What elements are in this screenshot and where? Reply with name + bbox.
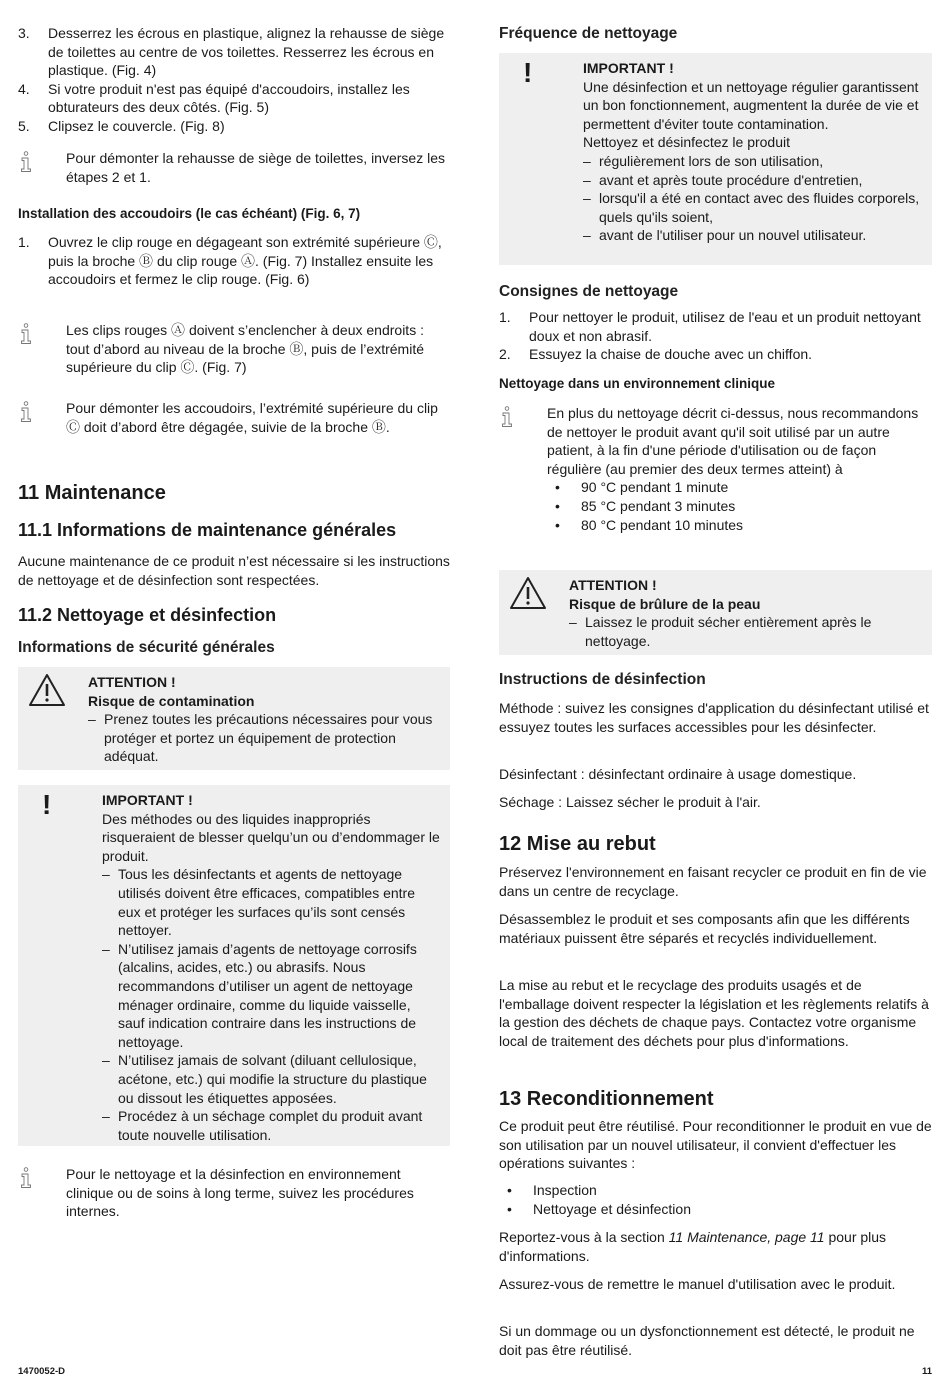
important-box: ! IMPORTANT ! Une désinfection et un nettoyage régulier garantissent un bon fonctionnement, augmentent la durée de vie et permettent d'éviter toute contamination. Nettoyez et désinfectez le produit – régulièrement lors de son utilisation, – avant et après toute procédure d'entretien, – lorsqu'il a été en contact avec des fluides corporels, quels qu'ils soient, – avant de l'utiliser pour un nouvel utilisateur. [499,53,932,265]
list-item: – Prenez toutes les précautions nécessaires pour vous protéger et portez un équipement de protection adéquat. [88,711,433,765]
document-number: 1470052-D [18,1366,66,1374]
warning-triangle-icon [28,673,88,764]
list-item: – N’utilisez jamais de solvant (diluant cellulosique, acétone, etc.) qui modifie la structure du plastique ou dissout les étiquettes apposées. [102,1052,427,1106]
paragraph: Ce produit peut être réutilisé. Pour reconditionner le produit en vue de son utilisation par un nouvel utilisateur, il convient d'effectuer les opérations suivantes : [499,1118,932,1172]
list-item: – Procédez à un séchage complet du produit avant toute nouvelle utilisation. [102,1108,423,1143]
warning-triangle-icon [509,576,569,649]
heading-11-1: 11.1 Informations de maintenance générales [18,520,397,540]
list-item: 3. Desserrez les écrous en plastique, alignez la rehausse de siège de toilettes au centre de vos toilettes. Resserrez les écrous en plastique. (Fig. 4) [18,25,445,79]
paragraph: La mise au rebut et le recyclage des produits usagés et de l'emballage doivent respecter la législation et les règlements relatifs à la gestion des déchets de chaque pays. Contactez votre organisme local de traitement des déchets pour plus d'informations. [499,977,929,1049]
list-item: • Inspection [507,1182,597,1198]
paragraph: Aucune maintenance de ce produit n’est nécessaire si les instructions de nettoyage et de désinfection sont respectées. [18,553,450,588]
heading-clinique: Nettoyage dans un environnement clinique [499,376,776,391]
list-item: • 80 °C pendant 10 minutes [555,516,744,533]
attention-subtitle: Risque de brûlure de la peau [569,595,761,612]
list-item: 5. Clipsez le couvercle. (Fig. 8) [18,117,225,134]
section-reference-link[interactable]: 11 Maintenance, page 11 [668,1229,825,1245]
section-heading: Installation des accoudoirs (le cas échéant) (Fig. 6, 7) [18,206,361,221]
paragraph: Assurez-vous de remettre le manuel d'utilisation avec le produit. [499,1276,896,1292]
armrest-steps [18,233,450,289]
important-title: IMPORTANT ! [102,792,193,808]
paragraph: Si un dommage ou un dysfonctionnement est détecté, le produit ne doit pas être réutilisé. [499,1323,915,1358]
list-item: 2. Essuyez la chaise de douche avec un chiffon. [499,346,813,363]
paragraph: Séchage : Laissez sécher le produit à l'air. [499,794,761,810]
info-icon [18,1165,66,1221]
install-steps [18,24,450,136]
info-note: Pour le nettoyage et la désinfection en environnement clinique ou de soins à long terme, suivez les procédures internes. [18,1165,450,1221]
paragraph: Désinfectant : désinfectant ordinaire à usage domestique. [499,766,857,782]
list-item: – Laissez le produit sécher entièrement après le nettoyage. [569,614,872,649]
list-item: • Nettoyage et désinfection [507,1200,691,1217]
important-title: IMPORTANT ! [583,60,674,76]
heading-maintenance: 11 Maintenance [18,482,166,504]
list-item: 4. Si votre produit n'est pas équipé d'accoudoirs, installez les obturateurs des deux côtés. (Fig. 5) [18,80,410,116]
list-item: – régulièrement lors de son utilisation, [583,152,824,169]
info-note: Pour démonter les accoudoirs, l’extrémité supérieure du clip Ⓒ doit d’abord être dégagée, suivie de la broche Ⓑ. [18,399,450,436]
list-item: 1. Ouvrez le clip rouge en dégageant son extrémité supérieure Ⓒ, puis la broche Ⓑ du clip rouge Ⓐ. (Fig. 7) Installez ensuite les accoudoirs et fermez le clip rouge. (Fig. 6) [18,234,442,288]
paragraph: Préservez l'environnement en faisant recycler ce produit en fin de vie dans un centre de recyclage. [499,864,927,899]
important-box: ! IMPORTANT ! Des méthodes ou des liquides inappropriés risqueraient de blesser quelqu’un ou d’endommager le produit. – Tous les désinfectants et agents de nettoyage utilisés doivent être efficaces, compatibles entre eux et protéger les surfaces qu’ils sont censés nettoyer. – N’utilisez jamais d’agents de nettoyage corrosifs (alcalins, acides, etc.) ou abrasifs. Nous recommandons d’utiliser un agent de nettoyage ménager ordinaire, comme du liquide vaisselle, sauf indication contraire dans les instructions de nettoyage. – N’utilisez jamais de solvant (diluant cellulosique, acétone, etc.) qui modifie la structure du plastique ou dissout les étiquettes apposées. – Procédez à un séchage complet du produit avant toute nouvelle utilisation. [18,785,450,1146]
list-item: – N’utilisez jamais d’agents de nettoyage corrosifs (alcalins, acides, etc.) ou abrasifs. Nous recommandons d’utiliser un agent de nettoyage ménager ordinaire, comme du liquide vaisselle, sauf indication contraire dans les instructions de nettoyage. [102,940,417,1050]
attention-title: ATTENTION ! [88,674,176,690]
heading-consignes: Consignes de nettoyage [499,283,679,300]
paragraph: Désassemblez le produit et ses composants afin que les différents matériaux puissent être séparés et recyclés individuellement. [499,911,910,946]
heading-frequence: Fréquence de nettoyage [499,25,678,42]
info-note: En plus du nettoyage décrit ci-dessus, nous recommandons de nettoyer le produit avant qu'il soit utilisé par un autre patient, à la fin d'une période d'utilisation ou de façon régulière (au premier des deux termes atteint) à • 90 °C pendant 1 minute • 85 °C pendant 3 minutes • 80 °C pendant 10 minutes [499,404,932,534]
paragraph: Méthode : suivez les consignes d'application du désinfectant utilisé et essuyez toutes les surfaces accessibles pour les désinfecter. [499,700,929,735]
attention-title: ATTENTION ! [569,577,657,593]
attention-box [18,667,450,770]
info-icon [18,149,66,186]
consignes-list [499,308,932,364]
info-icon [18,399,66,436]
list-item: – Tous les désinfectants et agents de nettoyage utilisés doivent être efficaces, compatibles entre eux et protéger les surfaces qu’ils sont censés nettoyer. [102,866,416,939]
list-item: 1. Pour nettoyer le produit, utilisez de l'eau et un produit nettoyant doux et non abrasif. [499,309,921,344]
recond-list [499,1181,932,1218]
list-item: – avant et après toute procédure d'entretien, [583,171,863,188]
info-note: Les clips rouges Ⓐ doivent s’enclencher à deux endroits : tout d’abord au niveau de la broche Ⓑ, puis de l’extrémité supérieure du clip Ⓒ. (Fig. 7) [18,321,450,377]
heading-11-2: 11.2 Nettoyage et désinfection [18,605,277,625]
list-item: • 90 °C pendant 1 minute [555,479,729,496]
paragraph: Reportez-vous à la section 11 Maintenance, page 11 pour plus d'informations. [499,1229,887,1264]
heading-desinfection: Instructions de désinfection [499,671,706,688]
exclamation-icon: ! [523,57,533,88]
list-item: • 85 °C pendant 3 minutes [555,497,736,514]
list-item: – lorsqu'il a été en contact avec des fluides corporels, quels qu'ils soient, [583,190,920,225]
heading-reconditionnement: 13 Reconditionnement [499,1088,714,1110]
info-icon [18,321,66,377]
info-icon [499,404,547,534]
attention-box [499,570,932,655]
list-item: – avant de l'utiliser pour un nouvel utilisateur. [583,227,867,244]
info-note: Pour démonter la rehausse de siège de toilettes, inversez les étapes 2 et 1. [18,149,450,186]
attention-subtitle: Risque de contamination [88,692,255,709]
heading-securite: Informations de sécurité générales [18,639,275,656]
exclamation-icon: ! [42,789,52,820]
heading-rebut: 12 Mise au rebut [499,833,656,855]
page-number: 11 [921,1366,932,1374]
